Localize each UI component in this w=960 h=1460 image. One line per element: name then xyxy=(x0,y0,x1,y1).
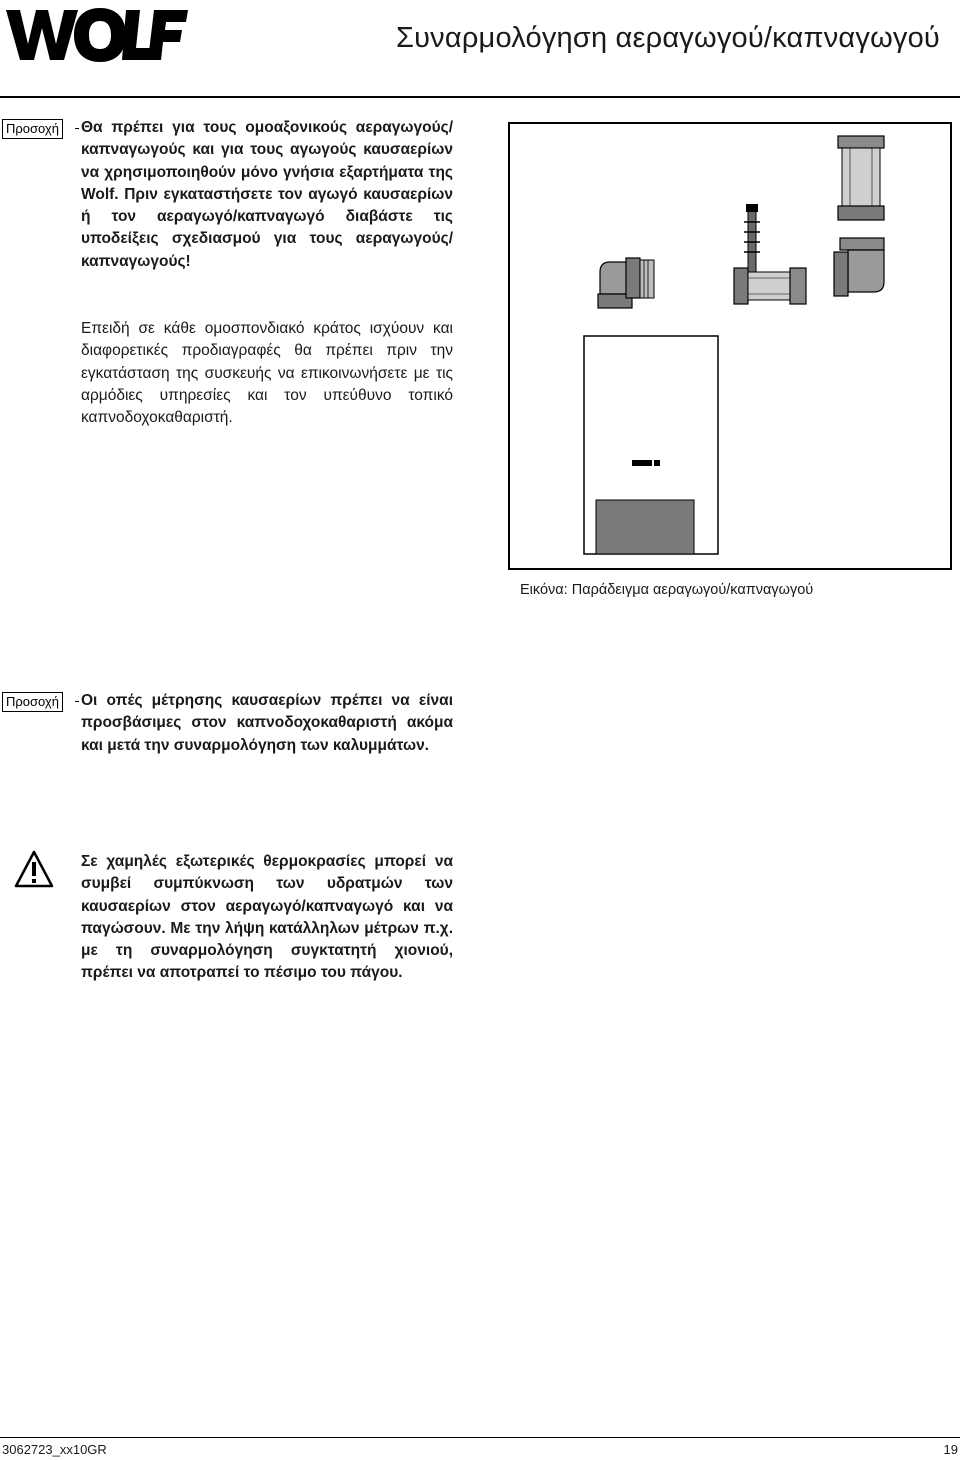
figure-caption: Εικόνα: Παράδειγμα αεραγωγού/καπναγωγού xyxy=(520,582,814,598)
warning-triangle-icon xyxy=(14,850,54,888)
caution-tag: Προσοχή xyxy=(2,119,63,139)
vertical-pipe-illustration xyxy=(838,136,884,220)
elbow-right-illustration xyxy=(834,238,884,296)
regulations-paragraph: Επειδή σε κάθε ομοσπονδιακό κράτος ισχύουν και διαφορετικές προδιαγραφές θα πρέπει πριν την εγκατάσταση της συσκευής να επικοινωνήσετε με τις αρμόδιες υπηρεσίες και τον υπεύθυνο τοπικό καπνοδοχοκαθαριστή. xyxy=(81,320,453,427)
measuring-holes-paragraph: Οι οπές μέτρησης καυσαερίων πρέπει να είναι προσβάσιμες στον καπνοδοχοκαθαριστή ακόμα και μετά την συναρμολόγηση των καλυμμάτων. xyxy=(81,692,453,754)
page-title: Συναρμολόγηση αεραγωγού/καπναγωγού xyxy=(396,22,940,54)
caution-paragraph-original-parts: Θα πρέπει για τους ομοαξονικούς αεραγωγούς/καπναγωγούς και για τους αγωγούς καυσαερίων να χρησιμοποιηθούν μόνο γνήσια εξαρτήματα της Wolf. Πριν εγκαταστήσετε τον αγωγό καυσαερίων ή τον αεραγωγό/καπναγωγό διαβάστε τις υποδείξεις σχεδιασμού για τους αεραγωγούς/καπναγωγούς! xyxy=(81,119,453,270)
wolf-logo xyxy=(4,6,188,62)
caution-tag: Προσοχή xyxy=(2,692,63,712)
boiler-illustration xyxy=(584,336,718,554)
tag-connector xyxy=(75,701,79,702)
flue-system-figure xyxy=(508,122,952,570)
tag-connector xyxy=(75,128,79,129)
document-id: 3062723_xx10GR xyxy=(2,1442,107,1457)
footer-divider xyxy=(0,1437,960,1438)
header-divider xyxy=(0,96,960,98)
frost-warning-paragraph: Σε χαμηλές εξωτερικές θερμοκρασίες μπορεί να συμβεί συμπύκνωση των υδρατμών των καυσαερίων στον αεραγωγό/καπναγωγό και να παγώσουν. Με την λήψη κατάλληλων μέτρων π.χ. με τη συναρμολόγηση συγκτατητή χιονιού, πρέπει να αποτραπεί το πέσιμο του πάγου. xyxy=(81,853,453,982)
page-number: 19 xyxy=(943,1442,958,1457)
